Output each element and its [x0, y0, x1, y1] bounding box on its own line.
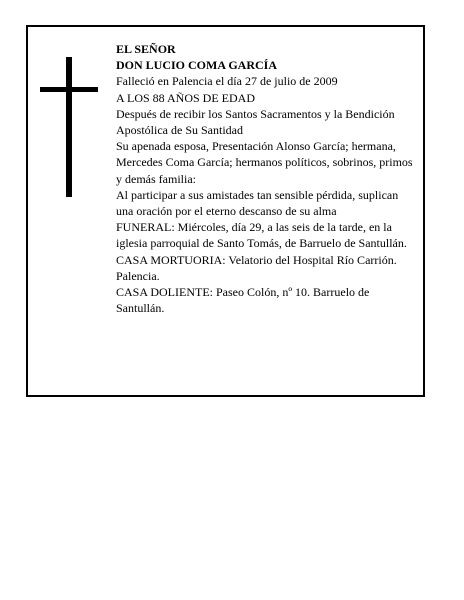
age-line: A LOS 88 AÑOS DE EDAD — [116, 90, 256, 105]
sacraments-text: Después de recibir los Santos Sacramentos y la Bendición Apostólica de Su Santidad — [116, 106, 395, 138]
funeral-text: FUNERAL: Miércoles, día 29, a las seis de la tarde, en la iglesia parroquial de Santo Tomás, de Barruelo de Santullán. — [116, 220, 407, 251]
notice-text — [116, 41, 418, 316]
casa-doliente-text: CASA DOLIENTE: Paseo Colón, nº 10. Barruelo de Santullán. — [116, 285, 370, 316]
death-line: Falleció en Palencia el día 27 de julio de 2009 — [116, 74, 338, 89]
title-line-1: EL SEÑOR — [116, 42, 176, 56]
cross-horizontal-bar — [40, 87, 98, 92]
request-text: Al participar a sus amistades tan sensible pérdida, suplican una oración por el eterno descanso de su alma — [116, 187, 399, 219]
family-text: Su apenada esposa, Presentación Alonso García; hermana, Mercedes Coma García; hermanos políticos, sobrinos, primos y demás familia: — [116, 139, 413, 186]
latin-cross-icon — [40, 57, 98, 197]
casa-mortuoria-text: CASA MORTUORIA: Velatorio del Hospital Río Carrión. Palencia. — [116, 252, 397, 283]
deceased-name: DON LUCIO COMA GARCÍA — [116, 58, 278, 73]
cross-vertical-bar — [66, 57, 72, 197]
obituary-notice — [26, 25, 425, 397]
